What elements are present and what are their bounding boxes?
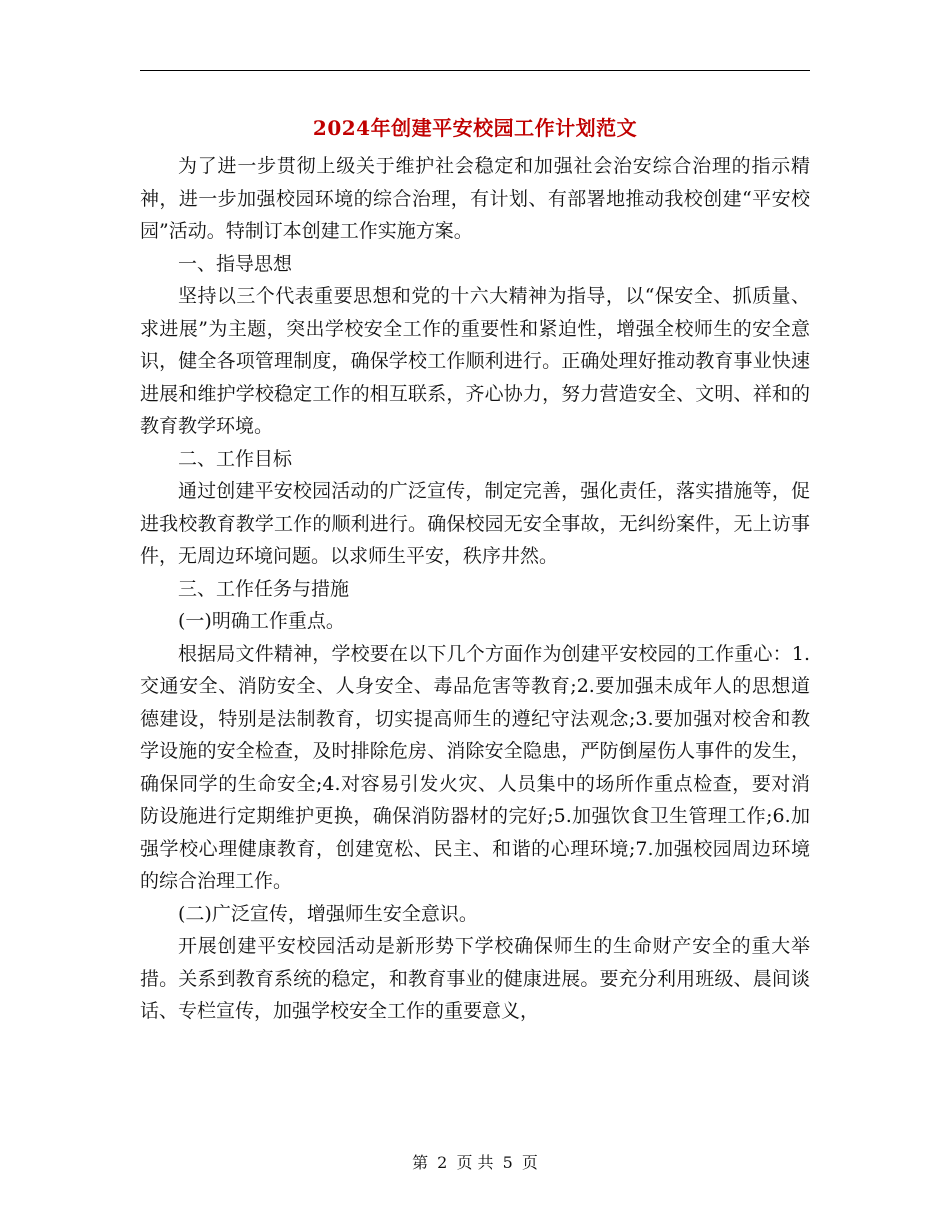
heading-tasks-measures: 三、工作任务与措施	[178, 577, 350, 600]
footer-suffix: 页	[521, 1153, 538, 1172]
footer-prefix: 第	[412, 1153, 429, 1172]
footer-page-number: 2	[437, 1153, 448, 1172]
heading-work-goals: 二、工作目标	[178, 447, 293, 470]
heading-guiding-ideology: 一、指导思想	[178, 252, 293, 275]
paragraph-intro: 为了进一步贯彻上级关于维护社会稳定和加强社会治安综合治理的指示精神，进一步加强校园环境的综合治理，有计划、有部署地推动我校创建“平安校园”活动。特制订本创建工作实施方案。	[140, 155, 810, 242]
document-title: 2024年创建平安校园工作计划范文	[312, 116, 638, 140]
paragraph-focus: 根据局文件精神，学校要在以下几个方面作为创建平安校园的工作重心：1.交通安全、消防安全、人身安全、毒品危害等教育;2.要加强未成年人的思想道德建设，特别是法制教育，切实提高师生的遵纪守法观念;3.要加强对校舍和教学设施的安全检查，及时排除危房、消除安全隐患，严防倒屋伤人事件的发生，确保同学的生命安全;4.对容易引发火灾、人员集中的场所作重点检查，要对消防设施进行定期维护更换，确保消防器材的完好;5.加强饮食卫生管理工作;6.加强学校心理健康教育，创建宽松、民主、和谐的心理环境;7.加强校园周边环境的综合治理工作。	[140, 642, 810, 892]
footer-total-pages: 5	[502, 1153, 513, 1172]
paragraph-work-goals: 通过创建平安校园活动的广泛宣传，制定完善，强化责任，落实措施等，促进我校教育教学工作的顺利进行。确保校园无安全事故，无纠纷案件，无上访事件，无周边环境问题。以求师生平安，秩序井然。	[140, 480, 810, 567]
paragraph-guiding-ideology: 坚持以三个代表重要思想和党的十六大精神为指导，以“保安全、抓质量、求进展”为主题，突出学校安全工作的重要性和紧迫性，增强全校师生的安全意识，健全各项管理制度，确保学校工作顺利进行。正确处理好推动教育事业快速进展和维护学校稳定工作的相互联系，齐心协力，努力营造安全、文明、祥和的教育教学环境。	[140, 285, 810, 437]
footer-mid: 页 共	[456, 1153, 494, 1172]
subheading-focus: (一)明确工作重点。	[178, 610, 345, 632]
page-footer	[0, 1152, 950, 1174]
document-body	[140, 150, 810, 1028]
subheading-publicity: (二)广泛宣传，增强师生安全意识。	[178, 902, 478, 925]
paragraph-publicity: 开展创建平安校园活动是新形势下学校确保师生的生命财产安全的重大举措。关系到教育系统的稳定，和教育事业的健康进展。要充分利用班级、晨间谈话、专栏宣传，加强学校安全工作的重要意义，	[140, 935, 810, 1022]
header-rule	[140, 70, 810, 71]
